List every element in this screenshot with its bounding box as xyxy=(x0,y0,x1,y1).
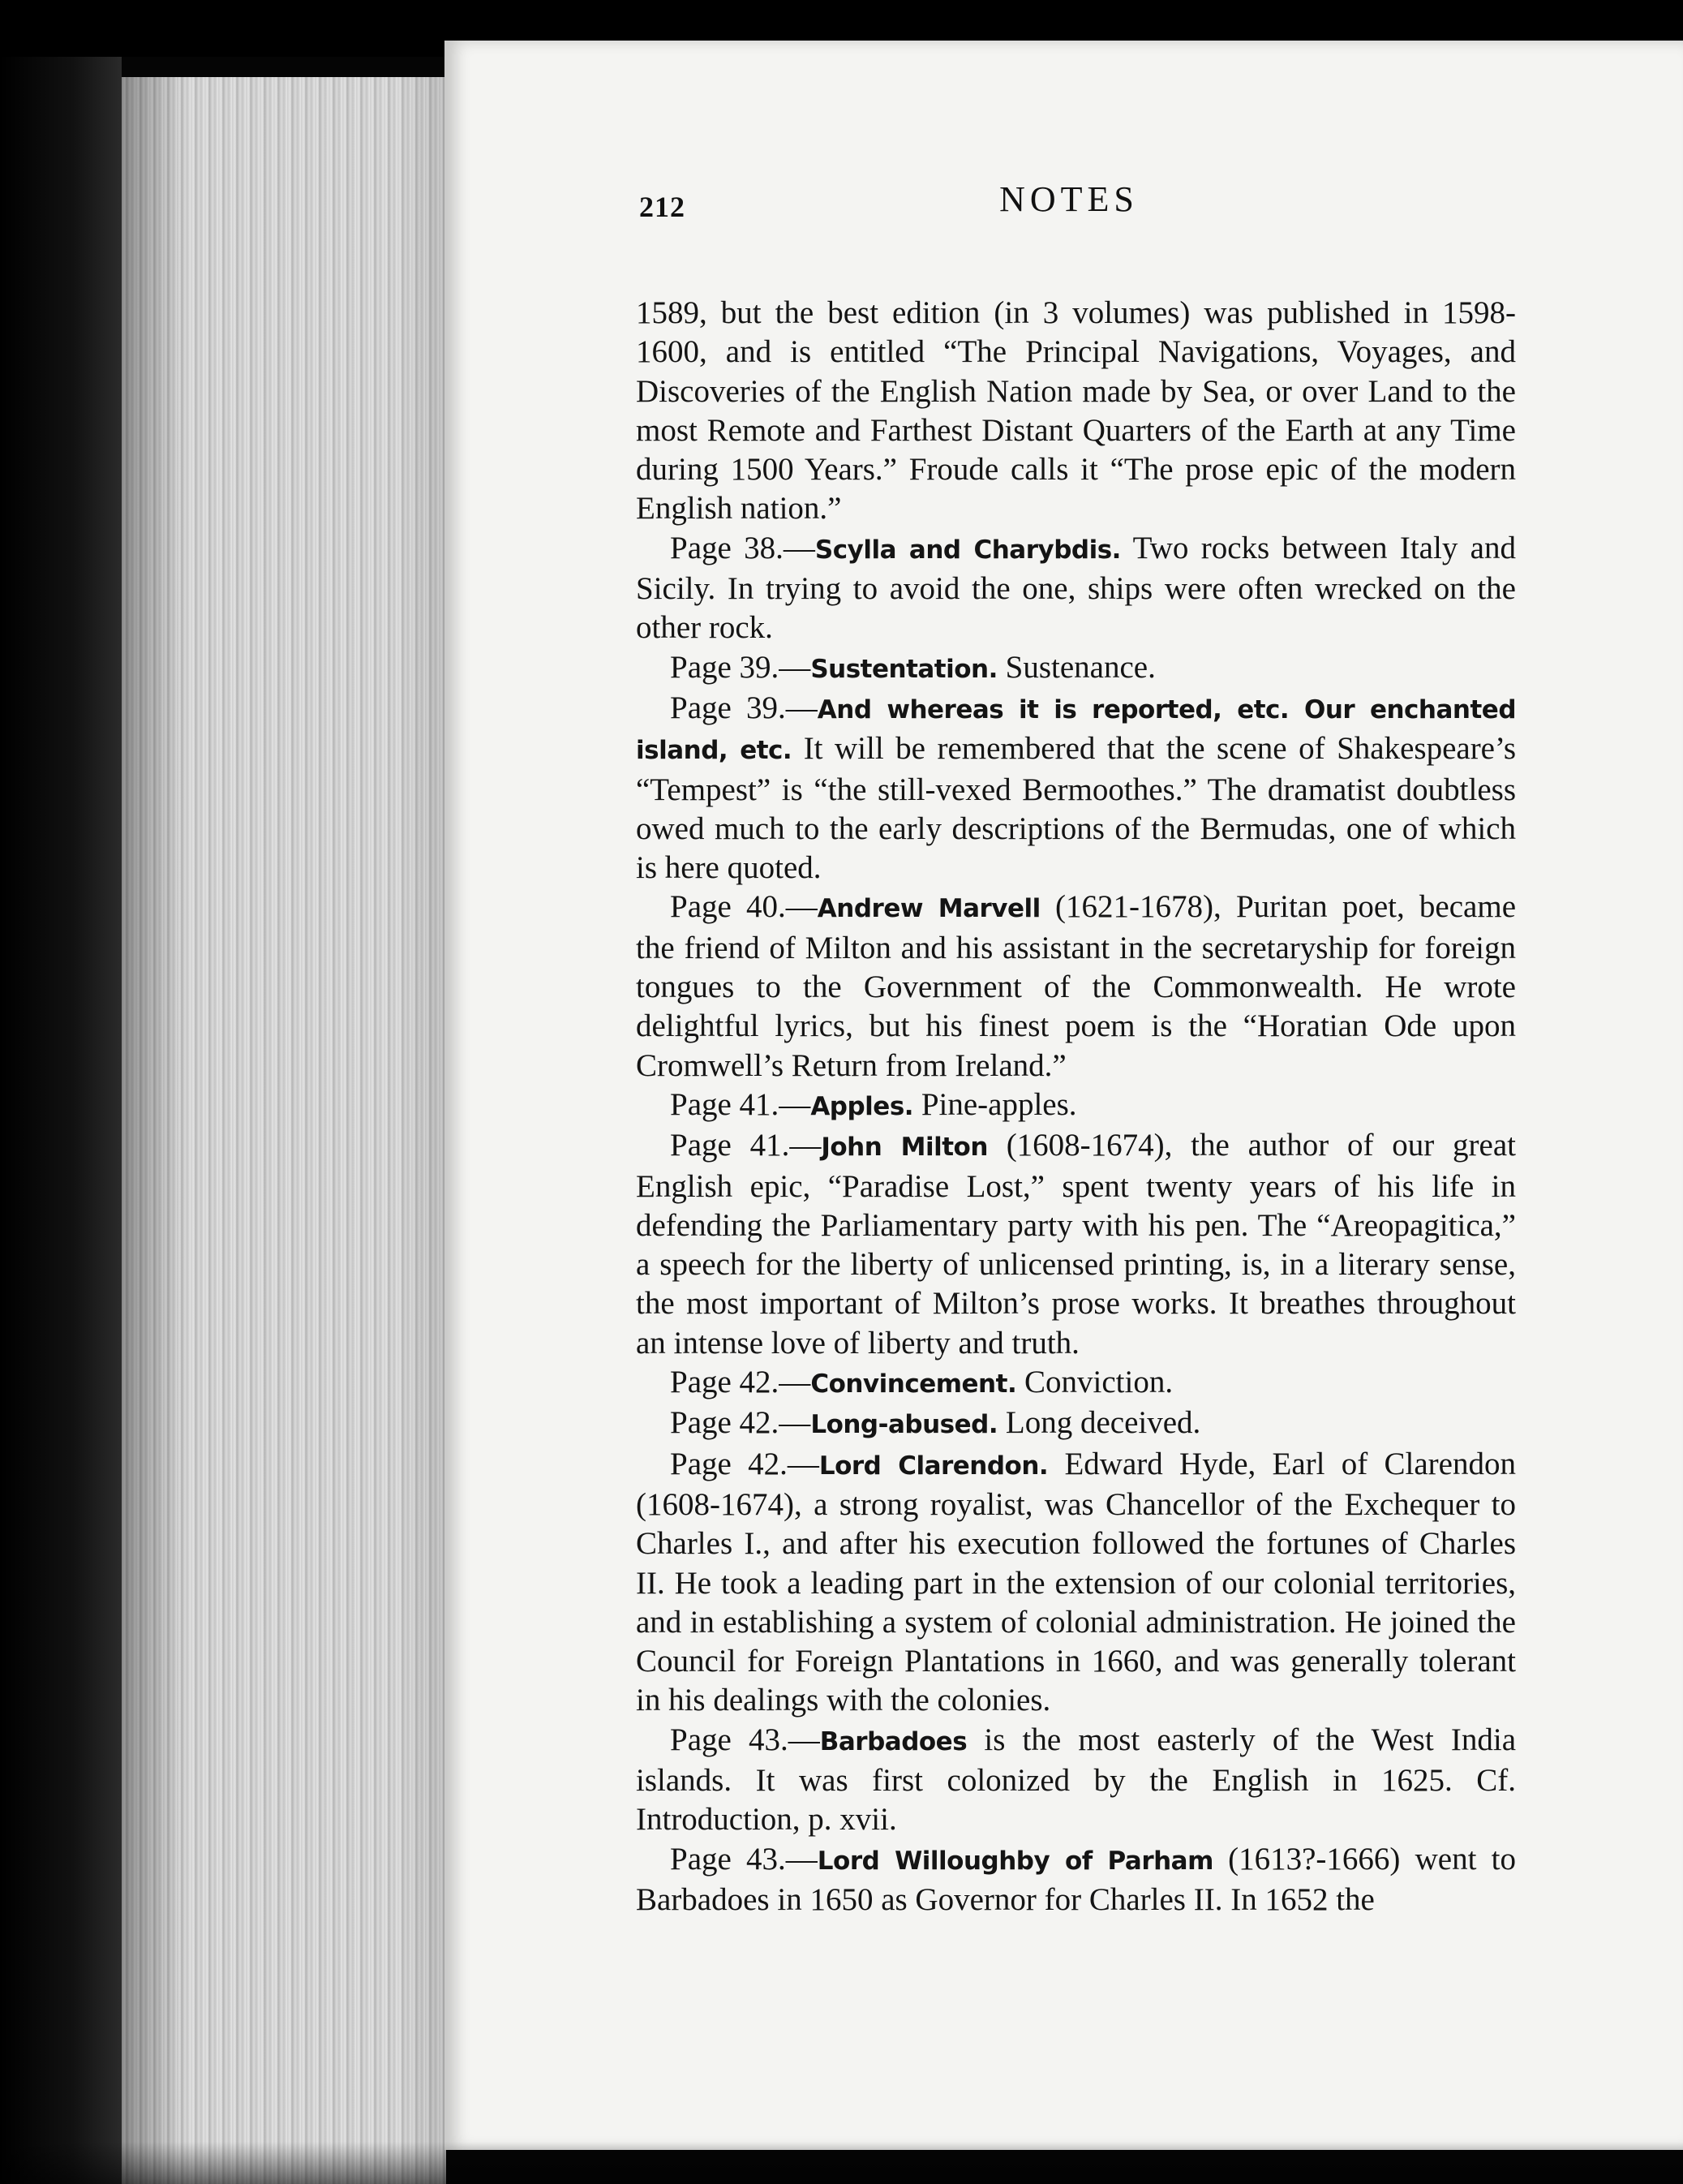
note-paragraph xyxy=(636,1126,1516,1363)
page-header xyxy=(639,178,1499,235)
note-text: Long deceived. xyxy=(998,1405,1201,1441)
note-paragraph xyxy=(636,1721,1516,1840)
note-page-ref: Page 42.— xyxy=(670,1446,819,1481)
note-paragraph xyxy=(636,1086,1516,1126)
note-page-ref: Page 42.— xyxy=(670,1405,811,1441)
note-text: Two rocks between Italy and Sicily. In trying to avoid the one, ships were often wrecked on the other rock. xyxy=(636,530,1516,646)
note-text: (1613?-1666) went to Barbadoes in 1650 as Governor for Charles II. In 1652 the xyxy=(636,1841,1517,1917)
note-paragraph xyxy=(636,1404,1516,1444)
note-text: (1621-1678), Puritan poet, became the friend of Milton and his assistant in the secretaryship for foreign tongues to the Government of the Commonwealth. He wrote delightful lyrics, but his finest poem is the “Horatian Ode upon Cromwell’s Return from Ireland.” xyxy=(636,889,1517,1083)
note-headword: Convincement. xyxy=(810,1369,1017,1399)
note-paragraph xyxy=(636,529,1516,648)
note-paragraph xyxy=(636,1840,1516,1920)
note-page-ref: Page 40.— xyxy=(670,889,818,925)
note-page-ref: Page 39.— xyxy=(670,690,818,725)
note-paragraph xyxy=(636,294,1516,529)
note-text: 1589, but the best edition (in 3 volumes) was published in 1598-1600, and is entitled “The Principal Navigations, Voyages, and Discoveries of the English Nation made by Sea, or over Land to the most Remote and Farthest Distant Quarters of the Earth at any Time during 1500 Years.” Froude calls it “The prose epic of the modern English nation.” xyxy=(636,295,1516,527)
note-paragraph xyxy=(636,648,1516,689)
note-page-ref: Page 41.— xyxy=(670,1086,811,1122)
note-page-ref: Page 42.— xyxy=(670,1365,811,1400)
note-text: Conviction. xyxy=(1016,1365,1174,1400)
note-text: Sustenance. xyxy=(997,649,1156,685)
note-headword: John Milton xyxy=(821,1133,988,1163)
note-text: (1608-1674), the author of our great English epic, “Paradise Lost,” spent twenty years of his life in defending the Parliamentary party with his pen. The “Areopagitica,” a speech for the liberty of unlicensed printing, is, in a literary sense, the most important of Milton’s prose works. It breathes throughout an intense love of liberty and truth. xyxy=(636,1128,1516,1361)
note-headword: And whereas it is reported, etc. Our enchanted island, etc. xyxy=(636,694,1517,766)
note-page-ref: Page 43.— xyxy=(670,1722,820,1757)
page-edges-shadow xyxy=(122,77,446,2184)
note-headword: Sustentation. xyxy=(810,654,998,684)
note-page-ref: Page 38.— xyxy=(670,530,815,565)
note-text: It will be remembered that the scene of Shakespeare’s “Tempest” is “the still-vexed Bermoothes.” The dramatist doubtless owed much to the early descriptions of the Bermudas, one of which is here quoted. xyxy=(636,731,1517,886)
scan-bottom-shadow xyxy=(0,2142,1683,2184)
note-headword: Lord Clarendon. xyxy=(818,1451,1049,1481)
note-headword: Long-abused. xyxy=(810,1410,998,1440)
note-paragraph xyxy=(636,1363,1516,1404)
note-text: Edward Hyde, Earl of Clarendon (1608-1674), a strong royalist, was Chancellor of the Exchequer to Charles I., and after his execution followed the fortunes of Charles II. He took a leading part in the extension of our colonial territories, and in establishing a system of colonial administration. He joined the Council for Foreign Plantations in 1660, and was generally tolerant in his dealings with the colonies. xyxy=(636,1446,1516,1718)
note-page-ref: Page 41.— xyxy=(670,1128,822,1163)
book-page xyxy=(444,41,1683,2150)
note-headword: Andrew Marvell xyxy=(817,894,1041,924)
notes-body xyxy=(636,294,1516,1920)
note-headword: Barbadoes xyxy=(819,1726,968,1756)
note-headword: Apples. xyxy=(810,1091,914,1121)
note-paragraph xyxy=(636,689,1516,888)
running-head: NOTES xyxy=(999,179,1139,219)
note-page-ref: Page 43.— xyxy=(670,1841,818,1877)
note-headword: Lord Willoughby of Parham xyxy=(817,1846,1213,1876)
scan-left-border xyxy=(0,57,122,2184)
note-text: is the most easterly of the West India islands. It was first colonized by the English in 1625. Cf. Introduction, p. xvii. xyxy=(636,1722,1517,1838)
note-paragraph xyxy=(636,1445,1516,1721)
page-number: 212 xyxy=(639,191,685,223)
note-paragraph xyxy=(636,888,1516,1085)
note-headword: Scylla and Charybdis. xyxy=(814,535,1121,565)
note-page-ref: Page 39.— xyxy=(670,649,811,685)
note-text: Pine-apples. xyxy=(913,1086,1077,1122)
